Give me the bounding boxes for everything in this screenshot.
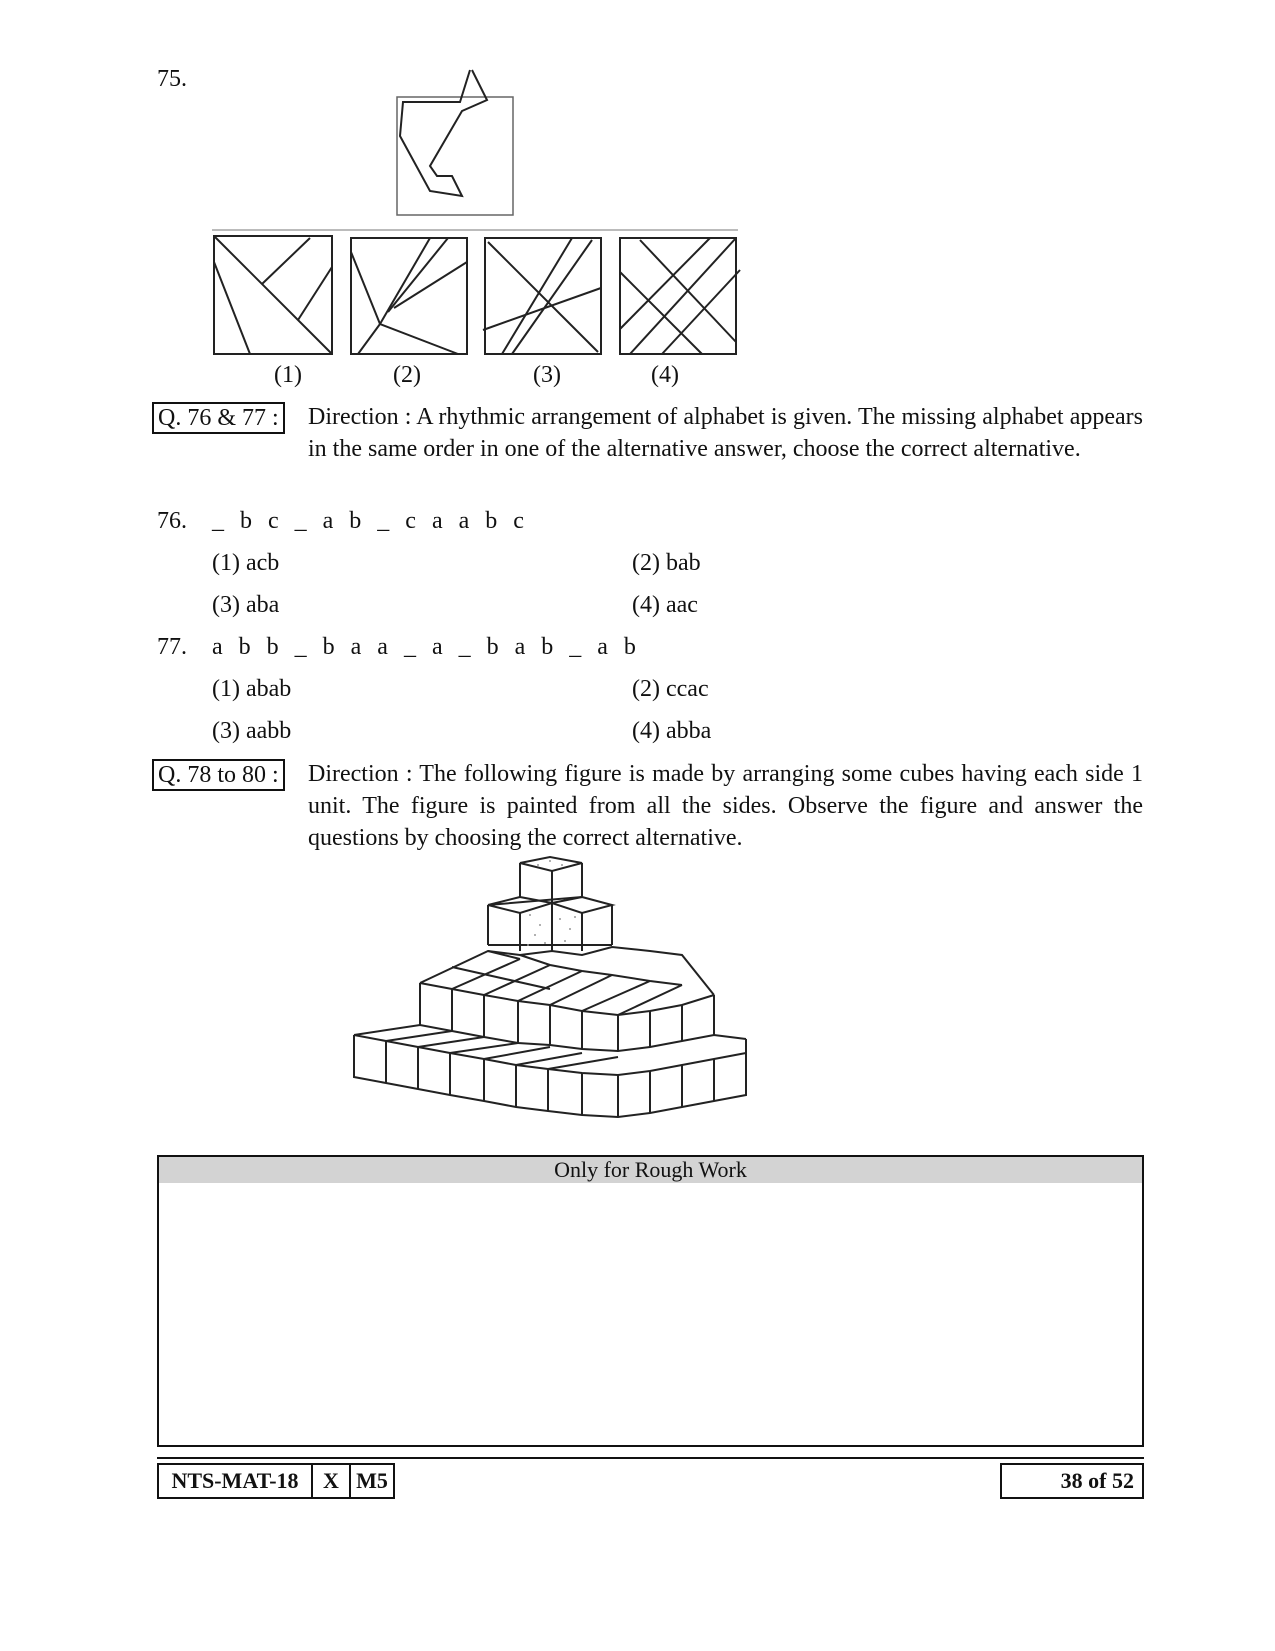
footer-page-number: 38 of 52 [1000, 1463, 1144, 1499]
q77-option-1[interactable]: (1) abab [212, 676, 292, 702]
direction-76-77-label: Q. 76 & 77 : [152, 402, 285, 434]
q75-option-figures [210, 232, 745, 360]
q77-option-4[interactable]: (4) abba [632, 718, 712, 744]
direction-78-80-text: Direction : The following figure is made by arranging some cubes having each side 1 unit. The figure is painted from all the sides. Observe the figure and answer the questions by choosing the correct alternative. [308, 761, 1143, 851]
cube-pyramid-figure [350, 855, 750, 1120]
question-number-77: 77. [157, 634, 187, 660]
q75-option-1-label[interactable]: (1) [274, 362, 302, 388]
footer-rule [157, 1457, 1144, 1459]
q77-sequence: a b b _ b a a _ a _ b a b _ a b [212, 634, 638, 660]
q76-option-2[interactable]: (2) bab [632, 550, 701, 576]
q75-option-2-figure [351, 238, 467, 354]
rough-work-box[interactable] [157, 1155, 1144, 1447]
direction-76-77-text: Direction : A rhythmic arrangement of alphabet is given. The missing alphabet appears in the same order in one of the alternative answer, choose the correct alternative. [308, 404, 1143, 462]
q76-option-3[interactable]: (3) aba [212, 592, 280, 618]
rough-work-title: Only for Rough Work [159, 1157, 1142, 1183]
q75-option-1-figure [214, 236, 332, 354]
footer-exam-code: NTS-MAT-18 [157, 1463, 313, 1499]
divider-line [212, 229, 738, 231]
footer-class: X [311, 1463, 351, 1499]
q76-sequence: _ b c _ a b _ c a a b c [212, 508, 526, 534]
q77-option-3[interactable]: (3) aabb [212, 718, 292, 744]
q75-option-4-figure [620, 238, 740, 354]
q75-problem-figure [390, 66, 520, 221]
q76-option-1[interactable]: (1) acb [212, 550, 280, 576]
footer-medium: M5 [349, 1463, 395, 1499]
q75-option-3-label[interactable]: (3) [533, 362, 561, 388]
question-number-76: 76. [157, 508, 187, 534]
q76-option-4[interactable]: (4) aac [632, 592, 698, 618]
q75-option-3-figure [483, 238, 601, 354]
q75-option-2-label[interactable]: (2) [393, 362, 421, 388]
direction-78-80-label: Q. 78 to 80 : [152, 759, 285, 791]
q77-option-2[interactable]: (2) ccac [632, 676, 709, 702]
question-number-75: 75. [157, 66, 187, 92]
q75-option-4-label[interactable]: (4) [651, 362, 679, 388]
footer-code-group [157, 1463, 395, 1499]
